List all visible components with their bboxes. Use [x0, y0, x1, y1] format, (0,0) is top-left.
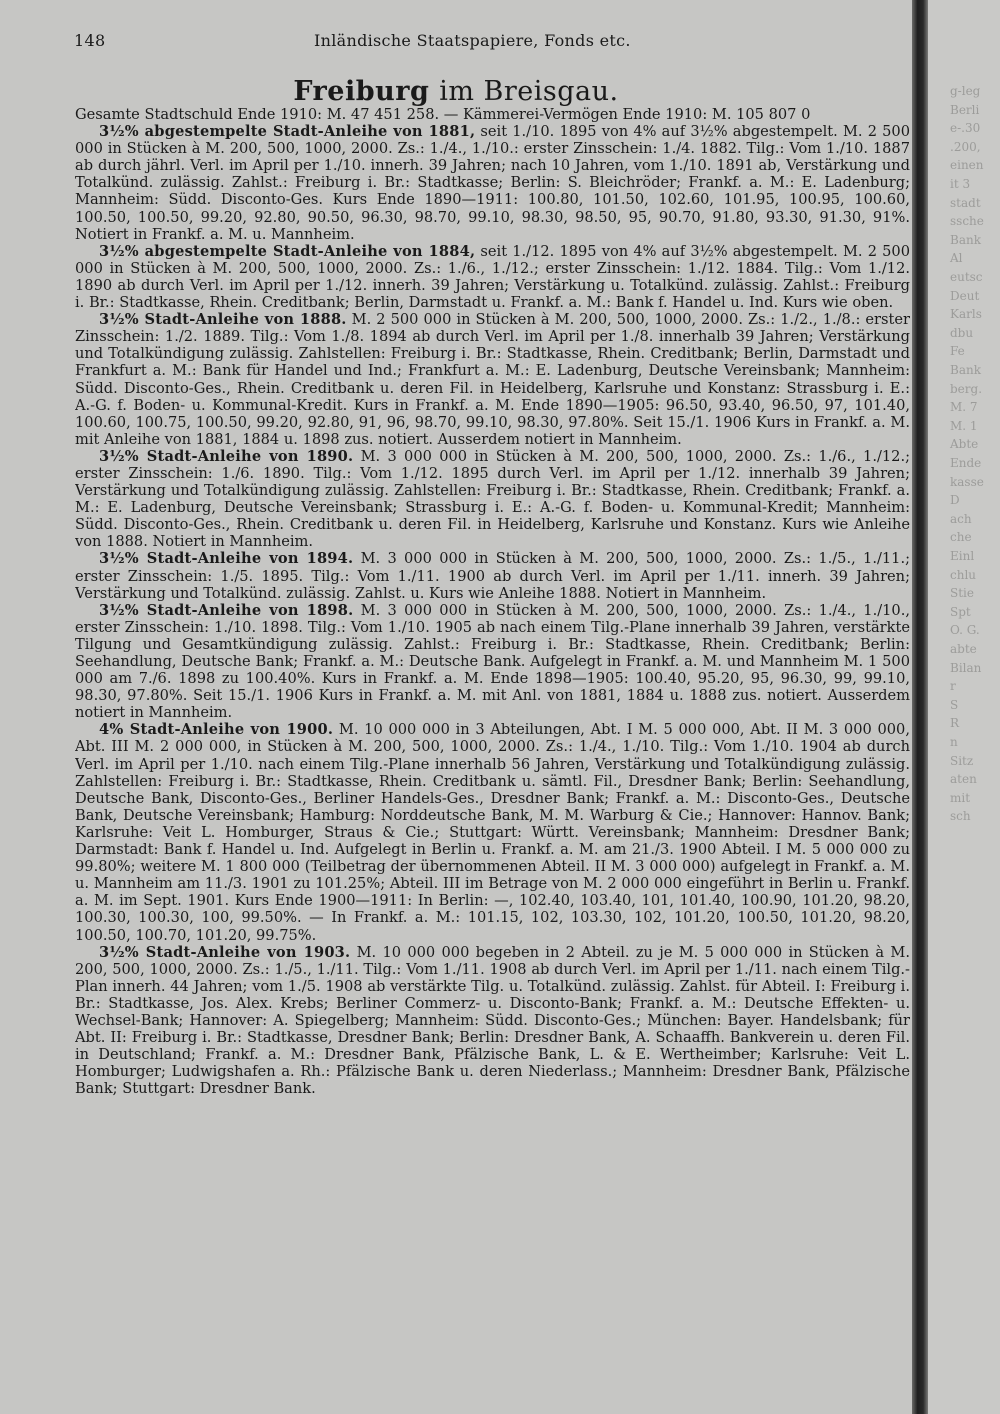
facing-page-fragment: Berli [950, 102, 980, 117]
bond-entry [75, 311, 910, 448]
facing-page-fragment: Deut [950, 288, 980, 303]
facing-page-fragment: berg. [950, 381, 983, 396]
facing-page-fragment: Ende [950, 456, 982, 470]
bond-entry-heading: 3½% abgestempelte Stadt-Anleihe von 1881, [99, 123, 476, 141]
bond-entry-text: M. 3 000 000 in Stücken à M. 200, 500, 1000, 2000. Zs.: 1./4., 1./10., erster Zinsschein: 1./10. 1898. Tilg.: Vom 1./10. 1905 ab nach einem Tilg.-Plane innerhalb 39 Jahren, verstärkte Tilgung und Gesamtkündigung zulässig. Zahlst.: Freiburg i. Br.: Stadtkasse, Rhein. Creditbank; Berlin: Seehandlung, Deutsche Bank; Frankf. a. M.: Deutsche Bank. Aufgelegt in Frankf. a. M. und Mannheim M. 1 500 000 am 7./6. 1898 zu 100.40%. Kurs in Frankf. a. M. Ende 1898—1905: 100.40, 95.20, 95, 96.30, 99, 99.10, 98.30, 97.80%. Seit 15./1. 1906 Kurs in Frankf. a. M. mit Anl. von 1881, 1884 u. 1888 zus. notiert. Ausserdem notiert in Mannheim. [75, 601, 910, 722]
facing-page-fragment: chlu [950, 567, 977, 582]
facing-page-fragment: ach [950, 511, 972, 526]
facing-page-fragment: ssche [950, 214, 984, 229]
facing-page-fragment: S [950, 697, 959, 712]
bond-entry [75, 123, 910, 243]
facing-page-fragment: .200, [950, 139, 981, 154]
bond-entry [75, 243, 910, 311]
bond-entry-text: M. 10 000 000 in 3 Abteilungen, Abt. I M. 5 000 000, Abt. II M. 3 000 000, Abt. III M. 2 000 000, in Stücken à M. 200, 500, 1000, 2000. Zs.: 1./4., 1./10. Tilg.: Vom 1./10. 1904 ab durch Verl. im April per 1./10. nach einem Tilg.-Plane innerhalb 56 Jahren, Verstärkung und Totalkündigung zulässig. Zahlstellen: Freiburg i. Br.: Stadtkasse, Rhein. Creditbank u. sämtl. Fil., Dresdner Bank; Berlin: Seehandlung, Deutsche Bank, Disconto-Ges., Berliner Handels-Ges., Dresdner Bank; Frankf. a. M.: Disconto-Ges., Deutsche Bank, Deutsche Vereinsbank; Hamburg: Norddeutsche Bank, M. M. Warburg & Cie.; Hannover: Hannov. Bank; Karlsruhe: Veit L. Homburger, Straus & Cie.; Stuttgart: Württ. Vereinsbank; Mannheim: Dresdner Bank; Darmstadt: Bank f. Handel u. Ind. Aufgelegt in Berlin u. Frankf. a. M. am 21./3. 1900 Abteil. I M. 5 000 000 zu 99.80%; weitere M. 1 800 000 (Teilbetrag der übernommenen Abteil. II M. 3 000 000) aufgelegt in Frankf. a. M. u. Mannheim am 11./3. 1901 zu 101.25%; Abteil. III im Betrage von M. 2 000 000 eingeführt in Berlin u. Frankf. a. M. im Sept. 1901. Kurs Ende 1900—1911: In Berlin: —, 102.40, 103.40, 101, 101.40, 100.90, 101.20, 98.20, 100.30, 100.30, 100, 99.50%. — In Frankf. a. M.: 101.15, 102, 103.30, 102, 101.20, 100.50, 101.20, 98.20, 100.50, 100.70, 101.20, 99.75%. [75, 721, 910, 944]
bond-entry-heading: 3½% Stadt-Anleihe von 1898. [99, 601, 354, 619]
facing-page-edge [928, 0, 1000, 1414]
facing-page-fragment: D [950, 493, 960, 508]
bond-entry [75, 550, 910, 601]
facing-page-fragment: abte [950, 642, 977, 656]
facing-page-fragment: Bank [950, 232, 981, 247]
facing-page-fragment: O. G. [950, 623, 980, 638]
section-title-suffix: im Breisgau. [439, 76, 619, 107]
facing-page-fragment: Spt [950, 604, 971, 619]
facing-page-fragment: Einl [950, 549, 975, 563]
page-header [74, 31, 910, 53]
facing-page-fragment: mit [950, 790, 971, 805]
facing-page-fragment: sch [950, 809, 971, 824]
facing-page-fragment: it 3 [950, 177, 971, 191]
facing-page-fragment: Fe [950, 344, 965, 359]
section-title [0, 76, 912, 107]
bond-entry-text: M. 3 000 000 in Stücken à M. 200, 500, 1000, 2000. Zs.: 1./5., 1./11.; erster Zinsschein: 1./5. 1895. Tilg.: Vom 1./11. 1900 ab durch Verl. im April per 1./11. innerh. 39 Jahren; Verstärkung und Totalkünd. zulässig. Zahlst. u. Kurs wie Anleihe 1888. Notiert in Mannheim. [75, 550, 910, 602]
bond-entry [75, 448, 910, 551]
page-number: 148 [74, 31, 106, 50]
section-title-city: Freiburg [293, 76, 430, 107]
facing-page-fragment: g-leg [950, 84, 981, 98]
facing-page-fragment: Al [950, 251, 963, 266]
facing-page-fragment: einen [950, 158, 984, 173]
bond-entry-heading: 3½% Stadt-Anleihe von 1890. [99, 447, 354, 465]
bond-entry [75, 721, 910, 943]
bond-entry-heading: 3½% abgestempelte Stadt-Anleihe von 1884, [99, 242, 476, 260]
bond-entry-text: M. 10 000 000 begeben in 2 Abteil. zu je M. 5 000 000 in Stücken à M. 200, 500, 1000, 2000. Zs.: 1./5., 1./11. Tilg.: Vom 1./11. 1908 ab durch Verl. im April per 1./11. nach einem Tilg.-Plan innerh. 44 Jahren; vom 1./5. 1908 ab verstärkte Tilg. u. Totalkünd. zulässig. Zahlst. für Abteil. I: Freiburg i. Br.: Stadtkasse, Jos. Alex. Krebs; Berliner Commerz- u. Disconto-Bank; Frankf. a. M.: Deutsche Effekten- u. Wechsel-Bank; Hannover: A. Spiegelberg; Mannheim: Südd. Disconto-Ges.; München: Bayer. Handelsbank; für Abt. II: Freiburg i. Br.: Stadtkasse, Dresdner Bank; Berlin: Dresdner Bank, A. Schaaffh. Bankverein u. deren Fil. in Deutschland; Frankf. a. M.: Dresdner Bank, Pfälzische Bank, L. & E. Wertheimber; Karlsruhe: Veit L. Homburger; Ludwigshafen a. Rh.: Pfälzische Bank u. deren Niederlass.; Mannheim: Dresdner Bank, Pfälzische Bank; Stuttgart: Dresdner Bank. [75, 943, 910, 1098]
facing-page-fragment: Stie [950, 586, 974, 601]
article-body [75, 106, 910, 1406]
facing-page-fragment: e-.30 [950, 121, 981, 136]
facing-page-fragment: Abte [950, 437, 979, 452]
facing-page-fragment: Bank [950, 363, 981, 377]
bond-entry [75, 944, 910, 1098]
facing-page-fragment: M. 7 [950, 400, 978, 415]
running-title: Inländische Staatspapiere, Fonds etc. [314, 31, 631, 50]
facing-page-fragment: R [950, 716, 960, 731]
facing-page-fragment: eutsc [950, 270, 983, 284]
debt-summary: Gesamte Stadtschuld Ende 1910: M. 47 451 258. — Kämmerei-Vermögen Ende 1910: M. 105 807 0 [75, 106, 811, 123]
bond-entry-text: M. 3 000 000 in Stücken à M. 200, 500, 1000, 2000. Zs.: 1./6., 1./12.; erster Zinsschein: 1./6. 1890. Tilg.: Vom 1./12. 1895 durch Verl. im April per 1./12. innerhalb 39 Jahren; Verstärkung und Totalkündigung zulässig. Zahlstellen: Freiburg i. Br.: Stadtkasse, Rhein. Creditbank; Frankf. a. M.: E. Ladenburg, Deutsche Vereinsbank; Strassburg i. E.: A.-G. f. Boden- u. Kommunal-Kredit; Mannheim: Südd. Disconto-Ges., Rhein. Creditbank u. deren Fil. in Heidelberg, Karlsruhe und Konstanz. Kurs wie Anleihe von 1888. Notiert in Mannheim. [75, 447, 910, 551]
bond-entry [75, 602, 910, 722]
bond-entry-heading: 4% Stadt-Anleihe von 1900. [99, 721, 334, 739]
facing-page-fragment: kasse [950, 474, 984, 489]
facing-page-fragment: Sitz [950, 753, 974, 768]
facing-page-fragment: Karls [950, 307, 982, 322]
bond-entry-text: seit 1./12. 1895 von 4% auf 3½% abgestempelt. M. 2 500 000 in Stücken à M. 200, 500, 1000, 2000. Zs.: 1./6., 1./12.; erster Zinsschein: 1./12. 1884. Tilg.: Vom 1./12. 1890 ab durch Verl. im April per 1./12. innerh. 39 Jahren; Verstärkung u. Totalkünd. zulässig. Zahlst.: Freiburg i. Br.: Stadtkasse, Rhein. Creditbank; Berlin, Darmstadt u. Frankf. a. M.: Bank f. Handel u. Ind. Kurs wie oben. [75, 242, 910, 312]
bond-entry-heading: 3½% Stadt-Anleihe von 1903. [99, 943, 351, 961]
book-gutter [912, 0, 928, 1414]
bond-entry-text: seit 1./10. 1895 von 4% auf 3½% abgestempelt. M. 2 500 000 in Stücken à M. 200, 500, 1000, 2000. Zs.: 1./4., 1./10.: erster Zinsschein: 1./4. 1882. Tilg.: Vom 1./10. 1887 ab durch jährl. Verl. im April per 1./10. innerh. 39 Jahren; nach 10 Jahren, vom 1./10. 1891 ab, Verstärkung und Totalkünd. zulässig. Zahlst.: Freiburg i. Br.: Stadtkasse; Berlin: S. Bleichröder; Frankf. a. M.: E. Ladenburg; Mannheim: Südd. Disconto-Ges. Kurs Ende 1890—1911: 100.80, 101.50, 102.60, 101.95, 100.95, 100.60, 100.50, 100.50, 99.20, 92.80, 90.50, 96.30, 98.70, 99.10, 98.30, 98.50, 95, 90.70, 91.80, 93.30, 91.30, 91%. Notiert in Frankf. a. M. u. Mannheim. [75, 123, 910, 243]
facing-page-fragment: Bilan [950, 660, 982, 675]
facing-page-fragment: r [950, 679, 956, 694]
bond-entry-text: M. 2 500 000 in Stücken à M. 200, 500, 1000, 2000. Zs.: 1./2., 1./8.: erster Zinsschein: 1./2. 1889. Tilg.: Vom 1./8. 1894 ab durch Verl. im April per 1./8. innerhalb 39 Jahren; Verstärkung und Totalkündigung zulässig. Zahlstellen: Freiburg i. Br.: Stadtkasse, Rhein. Creditbank; Berlin, Darmstadt und Frankfurt a. M.: Bank für Handel und Ind.; Frankfurt a. M.: E. Ladenburg, Deutsche Vereinsbank; Mannheim: Südd. Disconto-Ges., Rhein. Creditbank u. deren Fil. in Heidelberg, Karlsruhe und Konstanz: Strassburg i. E.: A.-G. f. Boden- u. Kommunal-Kredit. Kurs in Frankf. a. M. Ende 1890—1905: 96.50, 93.40, 96.50, 97, 101.40, 100.60, 100.75, 100.50, 99.20, 92.80, 91, 96, 98.70, 99.10, 98.30, 97.80%. Seit 15./1. 1906 Kurs in Frankf. a. M. mit Anleihe von 1881, 1884 u. 1898 zus. notiert. Ausserdem notiert in Mannheim. [75, 311, 910, 448]
bond-entry-heading: 3½% Stadt-Anleihe von 1888. [99, 311, 347, 329]
facing-page-fragment: n [950, 735, 958, 749]
bond-entry-heading: 3½% Stadt-Anleihe von 1894. [99, 550, 354, 568]
facing-page-fragment: dbu [950, 325, 974, 340]
facing-page-fragment: che [950, 530, 972, 545]
facing-page-fragment: M. 1 [950, 418, 978, 433]
facing-page-fragment: aten [950, 772, 977, 787]
facing-page-fragment: stadt [950, 195, 981, 210]
